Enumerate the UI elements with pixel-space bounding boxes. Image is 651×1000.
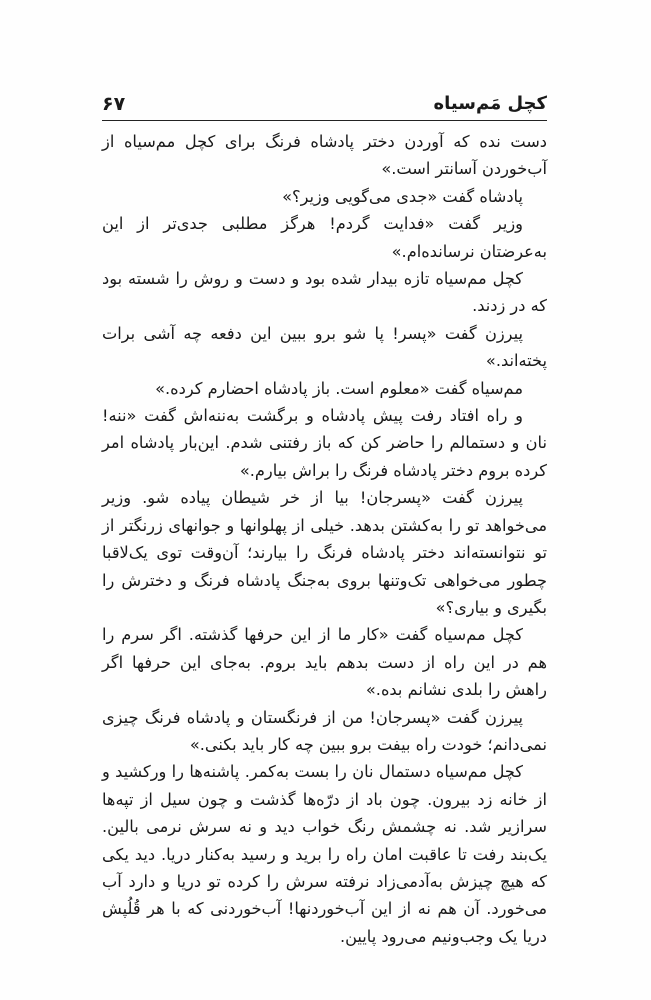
paragraph: کچل مم‌سیاه دستمال نان را بست به‌کمر. پاشنه‌ها را ورکشید و از خانه زد بیرون. چون باد از درّه‌ها گذشت و چون سیل از تپه‌ها سرازیر شد. نه چشمش رنگ خواب دید و نه سرش نرمی بالین. یک‌بند رفت تا عاقبت امان راه را برید و رسید به‌کنار دریا. دید یکی که هیچ چیزش به‌آدمی‌زاد نرفته سرش را کرده تو دریا و دارد آب می‌خورد. آن هم نه از این آب‌خوردنها! آب‌خوردنی که با هر قُلُپش دریا یک وجب‌ونیم می‌رود پایین. <box>102 762 547 946</box>
running-header <box>102 92 547 116</box>
paragraph: کچل مم‌سیاه تازه بیدار شده بود و دست و روش را شسته بود که در زدند. <box>102 269 547 316</box>
paragraph: کچل مم‌سیاه گفت «کار ما از این حرفها گذشته. اگر سرم را هم در این راه از دست بدهم باید بروم. به‌جای این حرفها اگر راهش را بلدی نشانم بده.» <box>102 625 547 700</box>
paragraph: پیرزن گفت «پسر! پا شو برو ببین این دفعه چه آشی برات پخته‌اند.» <box>102 323 547 371</box>
paragraph: پیرزن گفت «پسرجان! من از فرنگستان و پادشاه فرنگ چیزی نمی‌دانم؛ خودت راه بیفت برو ببین چه کار باید بکنی.» <box>102 707 547 754</box>
paragraph: پادشاه گفت «جدی می‌گویی وزیر؟» <box>282 186 523 206</box>
paragraph: مم‌سیاه گفت «معلوم است. باز پادشاه احضارم کرده.» <box>155 378 523 398</box>
header-rule <box>102 120 547 121</box>
page-number: ۶۷ <box>102 93 126 115</box>
paragraph: و راه افتاد رفت پیش پادشاه و برگشت به‌ننه‌اش گفت «ننه! نان و دستمالم را حاضر کن که باز رفتنی شدم. این‌بار پادشاه امر کرده بروم دختر پادشاه فرنگ را براش بیارم.» <box>102 406 547 480</box>
chapter-title: کچل مَم‌سیاه <box>433 93 547 114</box>
paragraph: وزیر گفت «فدایت گردم! هرگز مطلبی جدی‌تر از این به‌عرضتان نرسانده‌ام.» <box>102 214 547 261</box>
body-text <box>102 128 547 950</box>
paragraph: دست نده که آوردن دختر پادشاه فرنگ برای کچل مم‌سیاه از آب‌خوردن آسانتر است.» <box>102 132 547 179</box>
paragraph: پیرزن گفت «پسرجان! بیا از خر شیطان پیاده شو. وزیر می‌خواهد تو را به‌کشتن بدهد. خیلی از پهلوانها و جوانهای زرنگتر از تو نتوانسته‌اند دختر پادشاه فرنگ را بیارند؛ آن‌وقت توی یک‌لاقبا چطور می‌خواهی تک‌وتنها بروی به‌جنگ پادشاه فرنگ و دخترش را بگیری و بیاری؟» <box>102 488 547 617</box>
